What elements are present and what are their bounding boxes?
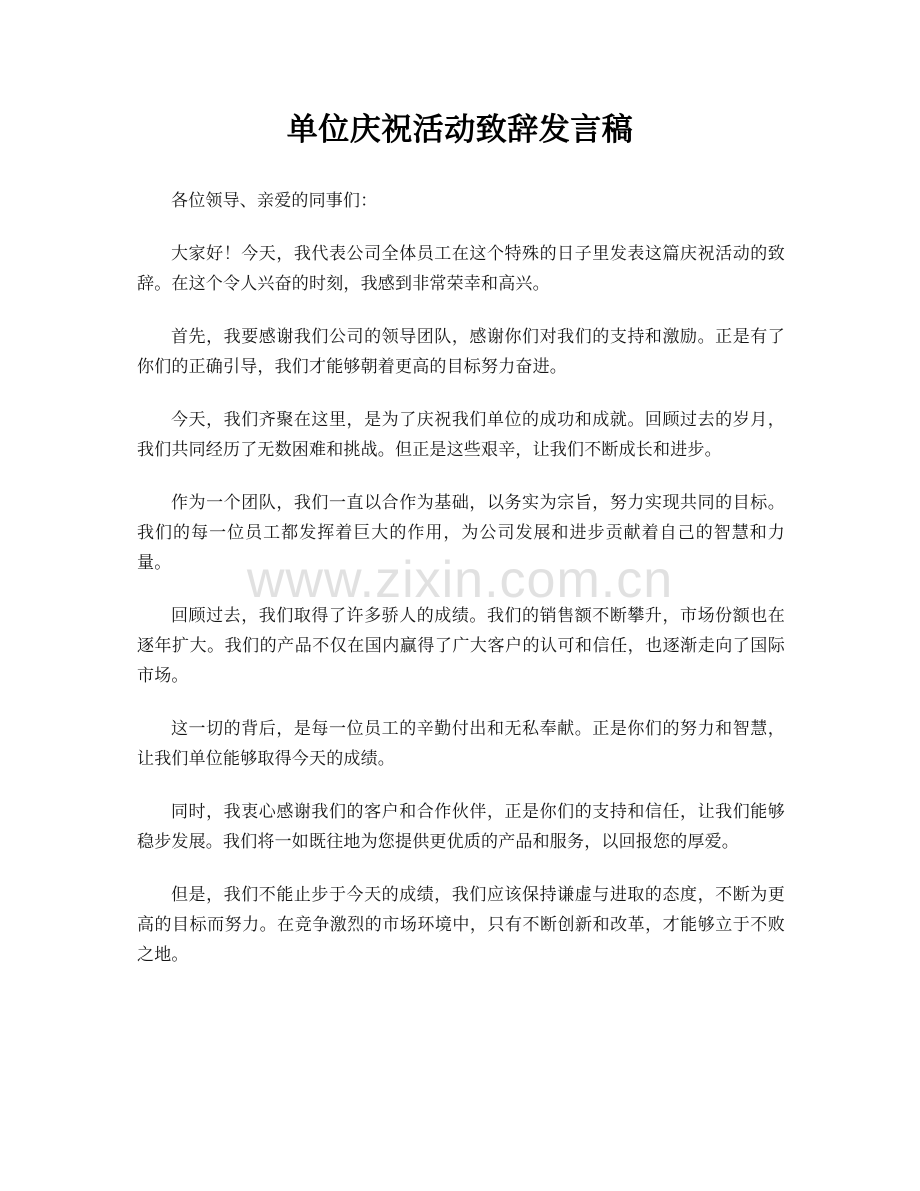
watermark: www.zixin.com.cn	[246, 551, 674, 609]
paragraph-greeting: 大家好！今天，我代表公司全体员工在这个特殊的日子里发表这篇庆祝活动的致辞。在这个令人兴奋的时刻，我感到非常荣幸和高兴。	[137, 244, 785, 294]
document-body	[137, 186, 785, 993]
paragraph-salutation: 各位领导、亲爱的同事们：	[171, 191, 378, 211]
paragraph-achievements: 回顾过去，我们取得了许多骄人的成绩。我们的销售额不断攀升，市场份额也在逐年扩大。我们的产品不仅在国内赢得了广大客户的认可和信任，也逐渐走向了国际市场。	[137, 606, 785, 686]
paragraph-future: 但是，我们不能止步于今天的成绩，我们应该保持谦虚与进取的态度，不断为更高的目标而努力。在竞争激烈的市场环境中，只有不断创新和改革，才能够立于不败之地。	[137, 885, 785, 965]
paragraph-thanks-leadership: 首先，我要感谢我们公司的领导团队，感谢你们对我们的支持和激励。正是有了你们的正确引导，我们才能够朝着更高的目标努力奋进。	[137, 327, 785, 377]
paragraph-partners: 同时，我衷心感谢我们的客户和合作伙伴，正是你们的支持和信任，让我们能够稳步发展。我们将一如既往地为您提供更优质的产品和服务，以回报您的厚爱。	[137, 802, 785, 852]
document-title: 单位庆祝活动致辞发言稿	[286, 112, 634, 148]
paragraph-celebration: 今天，我们齐聚在这里，是为了庆祝我们单位的成功和成就。回顾过去的岁月，我们共同经历了无数困难和挑战。但正是这些艰辛，让我们不断成长和进步。	[137, 410, 785, 460]
paragraph-employees: 这一切的背后，是每一位员工的辛勤付出和无私奉献。正是你们的努力和智慧，让我们单位能够取得今天的成绩。	[137, 719, 785, 769]
paragraph-teamwork: 作为一个团队，我们一直以合作为基础，以务实为宗旨，努力实现共同的目标。我们的每一位员工都发挥着巨大的作用，为公司发展和进步贡献着自己的智慧和力量。	[137, 493, 785, 573]
